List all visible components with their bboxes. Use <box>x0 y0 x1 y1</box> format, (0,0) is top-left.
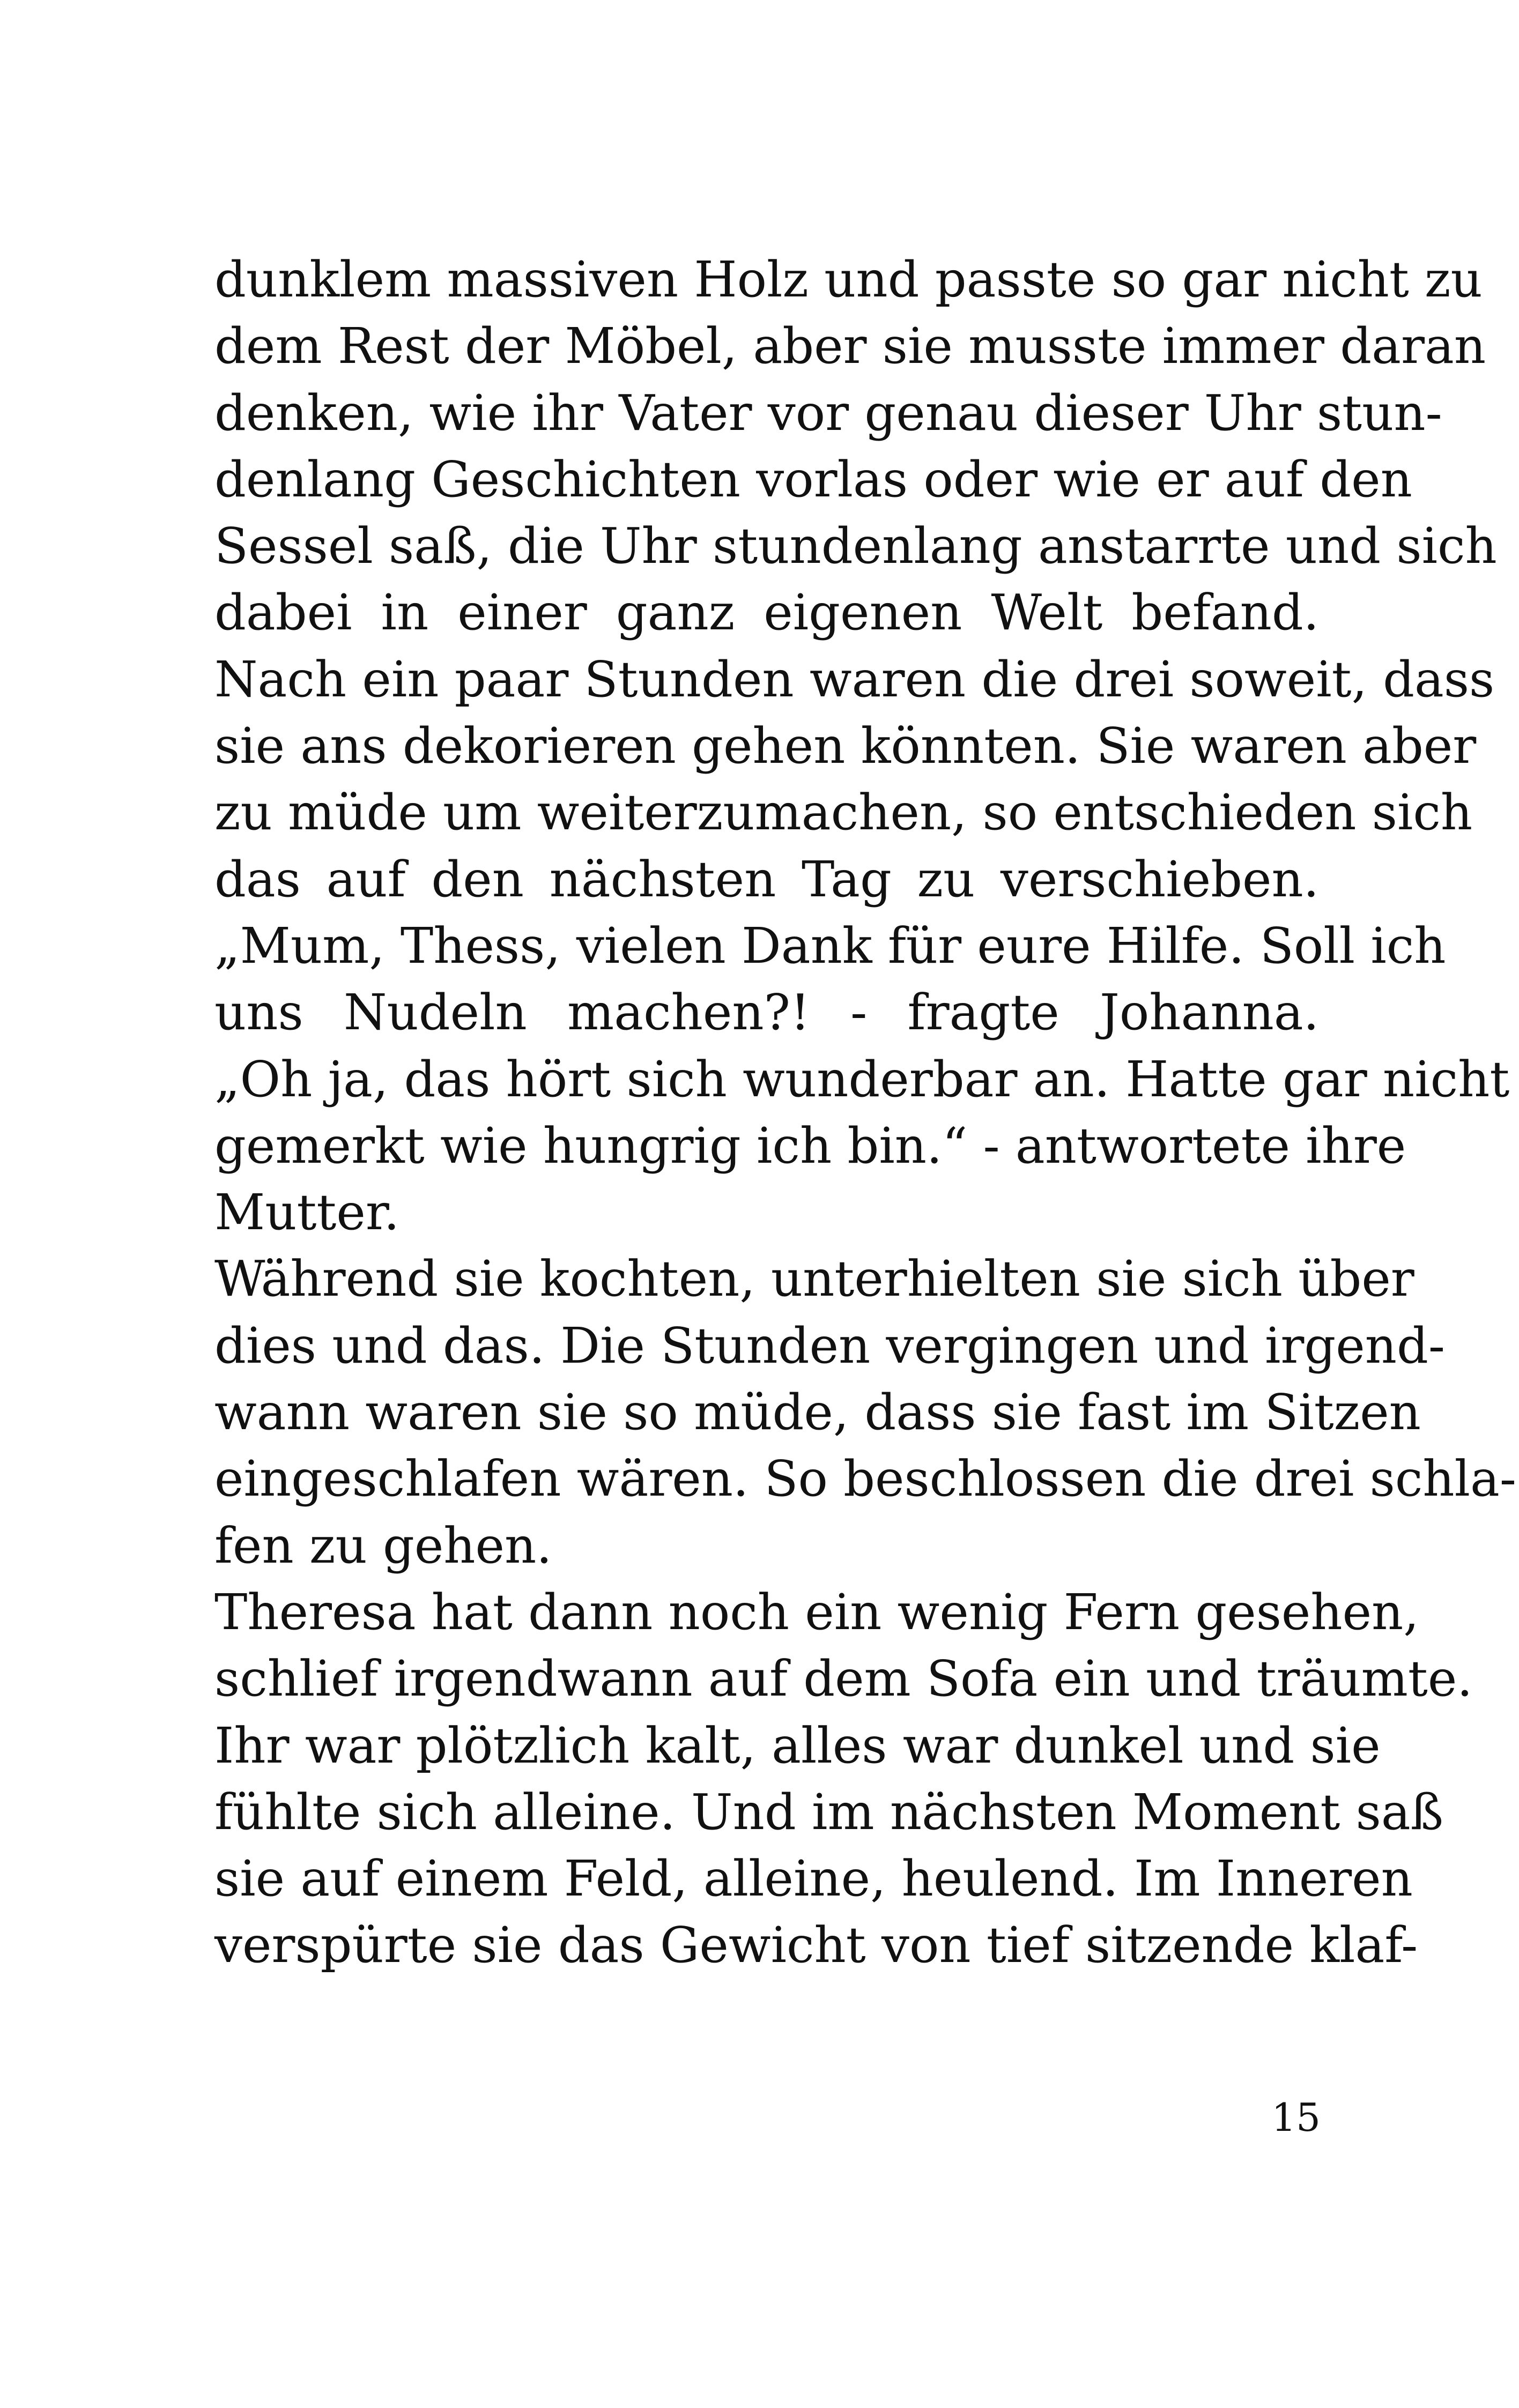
text-line: Nach ein paar Stunden waren die drei soweit, dass <box>214 650 1495 708</box>
text-line: sie ans dekorieren gehen könnten. Sie waren aber <box>214 717 1477 775</box>
text-line: Während sie kochten, unterhielten sie sich über <box>214 1250 1414 1308</box>
text-line: Mutter. <box>214 1184 399 1242</box>
page-number: 15 <box>1271 2095 1321 2140</box>
text-line: schlief irgendwann auf dem Sofa ein und träumte. <box>214 1650 1473 1708</box>
text-line: „Mum, Thess, vielen Dank für eure Hilfe. Soll ich <box>214 917 1446 975</box>
text-line: gemerkt wie hungrig ich bin.“ - antwortete ihre <box>214 1117 1406 1175</box>
text-line: verspürte sie das Gewicht von tief sitzende klaf- <box>214 1916 1418 1974</box>
text-line: Theresa hat dann noch ein wenig Fern gesehen, <box>214 1583 1419 1641</box>
text-line: Sessel saß, die Uhr stundenlang anstarrte und sich <box>214 517 1497 575</box>
text-line: denlang Geschichten vorlas oder wie er auf den <box>214 450 1412 508</box>
text-line: zu müde um weiterzumachen, so entschieden sich <box>214 784 1473 842</box>
text-line: sie auf einem Feld, alleine, heulend. Im Inneren <box>214 1850 1413 1908</box>
body-text <box>214 247 1516 1979</box>
text-line: dem Rest der Möbel, aber sie musste immer daran <box>214 317 1486 375</box>
text-line: denken, wie ihr Vater vor genau dieser Uhr stun- <box>214 384 1442 442</box>
text-line: dunklem massiven Holz und passte so gar nicht zu <box>214 251 1483 308</box>
text-line: Ihr war plötzlich kalt, alles war dunkel und sie <box>214 1716 1381 1774</box>
text-line: dies und das. Die Stunden vergingen und irgend- <box>214 1317 1445 1374</box>
text-line: fen zu gehen. <box>214 1517 552 1574</box>
text-line: das auf den nächsten Tag zu verschieben. <box>214 850 1319 908</box>
text-line: eingeschlafen wären. So beschlossen die drei schla- <box>214 1450 1516 1508</box>
text-line: fühlte sich alleine. Und im nächsten Moment saß <box>214 1783 1444 1841</box>
text-line: wann waren sie so müde, dass sie fast im Sitzen <box>214 1384 1421 1441</box>
text-line: uns Nudeln machen?! - fragte Johanna. <box>214 984 1319 1042</box>
text-line: dabei in einer ganz eigenen Welt befand. <box>214 584 1319 642</box>
text-line: „Oh ja, das hört sich wunderbar an. Hatte gar nicht <box>214 1050 1510 1108</box>
